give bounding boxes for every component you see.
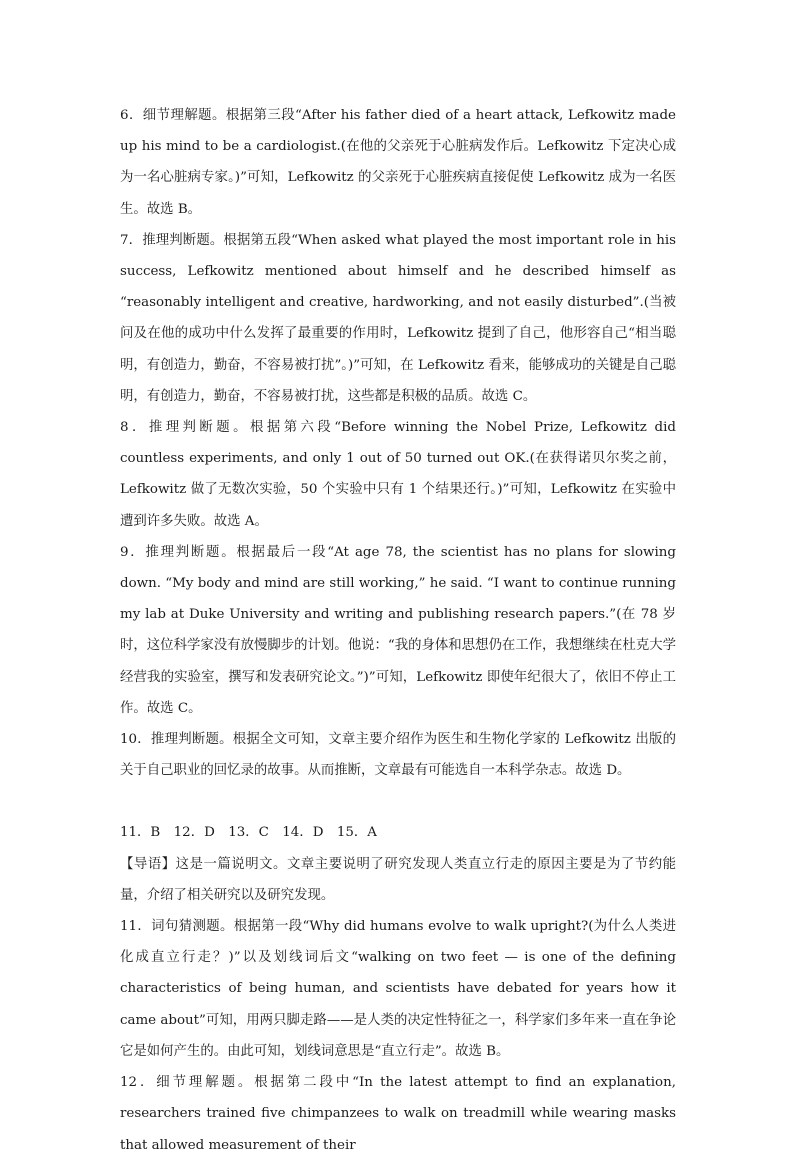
explanation-q10: 10．推理判断题。根据全文可知，文章主要介绍作为医生和生物化学家的 Lefkowitz 出版的关于自己职业的回忆录的故事。从而推断，文章最有可能选自一本科学杂志。故选 D。 — [120, 732, 676, 779]
explanation-q6: 6．细节理解题。根据第三段“After his father died of a heart attack, Lefkowitz made up his mind to be a cardiologist.(在他的父亲死于心脏病发作后。Lefkowitz 下定决心成为一名心脏病专家。)”可知，Lefkowitz 的父亲死于心脏疾病直接促使 Lefkowitz 成为一名医生。故选 B。 — [120, 108, 676, 217]
explanation-q9: 9．推理判断题。根据最后一段“At age 78, the scientist has no plans for slowing down. “My body and mind are still working,” he said. “I want to continue running my lab at Duke University and writing and publishing research papers.”(在 78 岁时，这位科学家没有放慢脚步的计划。他说：“我的身体和思想仍在工作，我想继续在杜克大学经营我的实验室，撰写和发表研究论文。”)”可知，Lefkowitz 即使年纪很大了，依旧不停止工作。故选 C。 — [120, 544, 676, 716]
explanation-q8: 8．推理判断题。根据第六段“Before winning the Nobel Prize, Lefkowitz did countless experiments, and only 1 out of 50 turned out OK.(在获得诺贝尔奖之前，Lefkowitz 做了无数次实验，50 个实验中只有 1 个结果还行。)”可知，Lefkowitz 在实验中遭到许多失败。故选 A。 — [120, 420, 676, 529]
passage-introduction: 【导语】这是一篇说明文。文章主要说明了研究发现人类直立行走的原因主要是为了节约能量，介绍了相关研究以及研究发现。 — [120, 856, 676, 903]
explanation-q11: 11．词句猜测题。根据第一段“Why did humans evolve to walk upright?(为什么人类进化成直立行走？)”以及划线词后文“walking on two feet — is one of the defining characteristics of being human, and scientists have debated for years how it came about”可知，用两只脚走路——是人类的决定性特征之一，科学家们多年来一直在争论它是如何产生的。由此可知，划线词意思是“直立行走”。故选 B。 — [120, 919, 676, 1059]
section-spacer — [120, 786, 676, 817]
explanation-q12: 12．细节理解题。根据第二段中“In the latest attempt to find an explanation, researchers trained five chimpanzees to walk on treadmill while wearing masks that allowed measurement of their — [120, 1075, 676, 1153]
explanation-q7: 7．推理判断题。根据第五段“When asked what played the most important role in his success, Lefkowitz mentioned about himself and he described himself as “reasonably intelligent and creative, hardworking, and not easily disturbed”.(当被问及在他的成功中什么发挥了最重要的作用时，Lefkowitz 提到了自己，他形容自己“相当聪明，有创造力，勤奋，不容易被打扰”。)”可知，在 Lefkowitz 看来，能够成功的关键是自己聪明，有创造力，勤奋，不容易被打扰，这些都是积极的品质。故选 C。 — [120, 232, 676, 404]
answer-key-line: 11．B 12．D 13．C 14．D 15．A — [120, 825, 377, 841]
